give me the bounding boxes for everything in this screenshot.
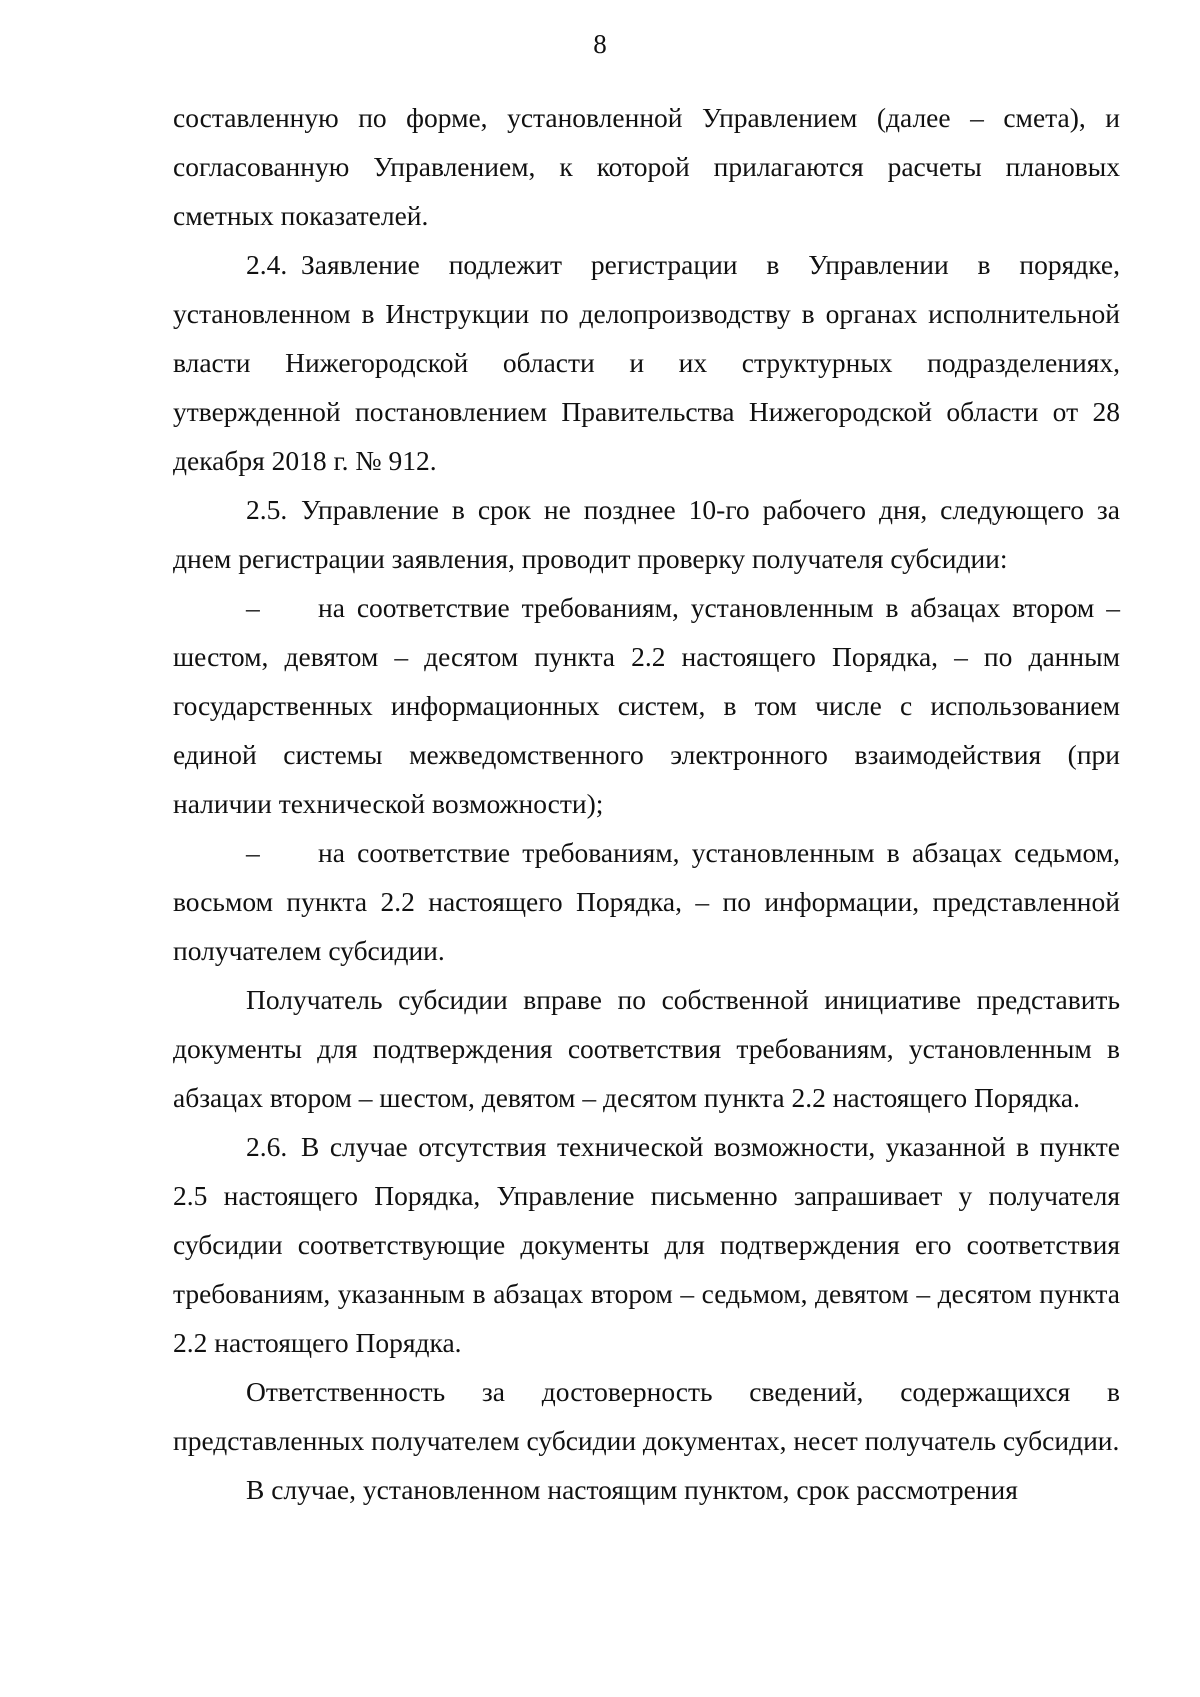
- list-item-requirements-state-systems: [173, 583, 1120, 828]
- paragraph-2-4: 2.4. Заявление подлежит регистрации в Управлении в порядке, установленном в Инструкции по делопроизводству в органах исполнительной власти Нижегородской области и их структурных подразделениях, утвержденной постановлением Правительства Нижегородской области от 28 декабря 2018 г. № 912.: [173, 249, 1120, 476]
- page-number: 8: [593, 29, 607, 59]
- list-dash: –: [246, 592, 260, 623]
- paragraph-responsibility: Ответственность за достоверность сведений, содержащихся в представленных получателем субсидии документах, несет получатель субсидии.: [173, 1376, 1120, 1456]
- list-item-text: на соответствие требованиям, установленным в абзацах седьмом, восьмом пункта 2.2 настоящего Порядка, – по информации, представленной получателем субсидии.: [173, 837, 1120, 966]
- document-body: [173, 93, 1120, 1514]
- paragraph-recipient-right: Получатель субсидии вправе по собственной инициативе представить документы для подтверждения соответствия требованиям, установленным в абзацах втором – шестом, девятом – десятом пункта 2.2 настоящего Порядка.: [173, 984, 1120, 1113]
- paragraph-2-6: 2.6. В случае отсутствия технической возможности, указанной в пункте 2.5 настоящего Порядка, Управление письменно запрашивает у получателя субсидии соответствующие документы для подтверждения его соответствия требованиям, указанным в абзацах втором – седьмом, девятом – десятом пункта 2.2 настоящего Порядка.: [173, 1131, 1120, 1358]
- list-item-text: на соответствие требованиям, установленным в абзацах втором – шестом, девятом – десятом пункта 2.2 настоящего Порядка, – по данным государственных информационных систем, в том числе с использованием единой системы межведомственного электронного взаимодействия (при наличии технической возможности);: [173, 592, 1120, 819]
- list-dash: –: [246, 837, 260, 868]
- paragraph-smeta: составленную по форме, установленной Управлением (далее – смета), и согласованную Управлением, к которой прилагаются расчеты плановых сметных показателей.: [173, 102, 1120, 231]
- paragraph-review-term: В случае, установленном настоящим пунктом, срок рассмотрения: [246, 1474, 1018, 1505]
- list-item-requirements-recipient-info: [173, 828, 1120, 975]
- paragraph-2-5: 2.5. Управление в срок не позднее 10-го рабочего дня, следующего за днем регистрации заявления, проводит проверку получателя субсидии:: [173, 494, 1120, 574]
